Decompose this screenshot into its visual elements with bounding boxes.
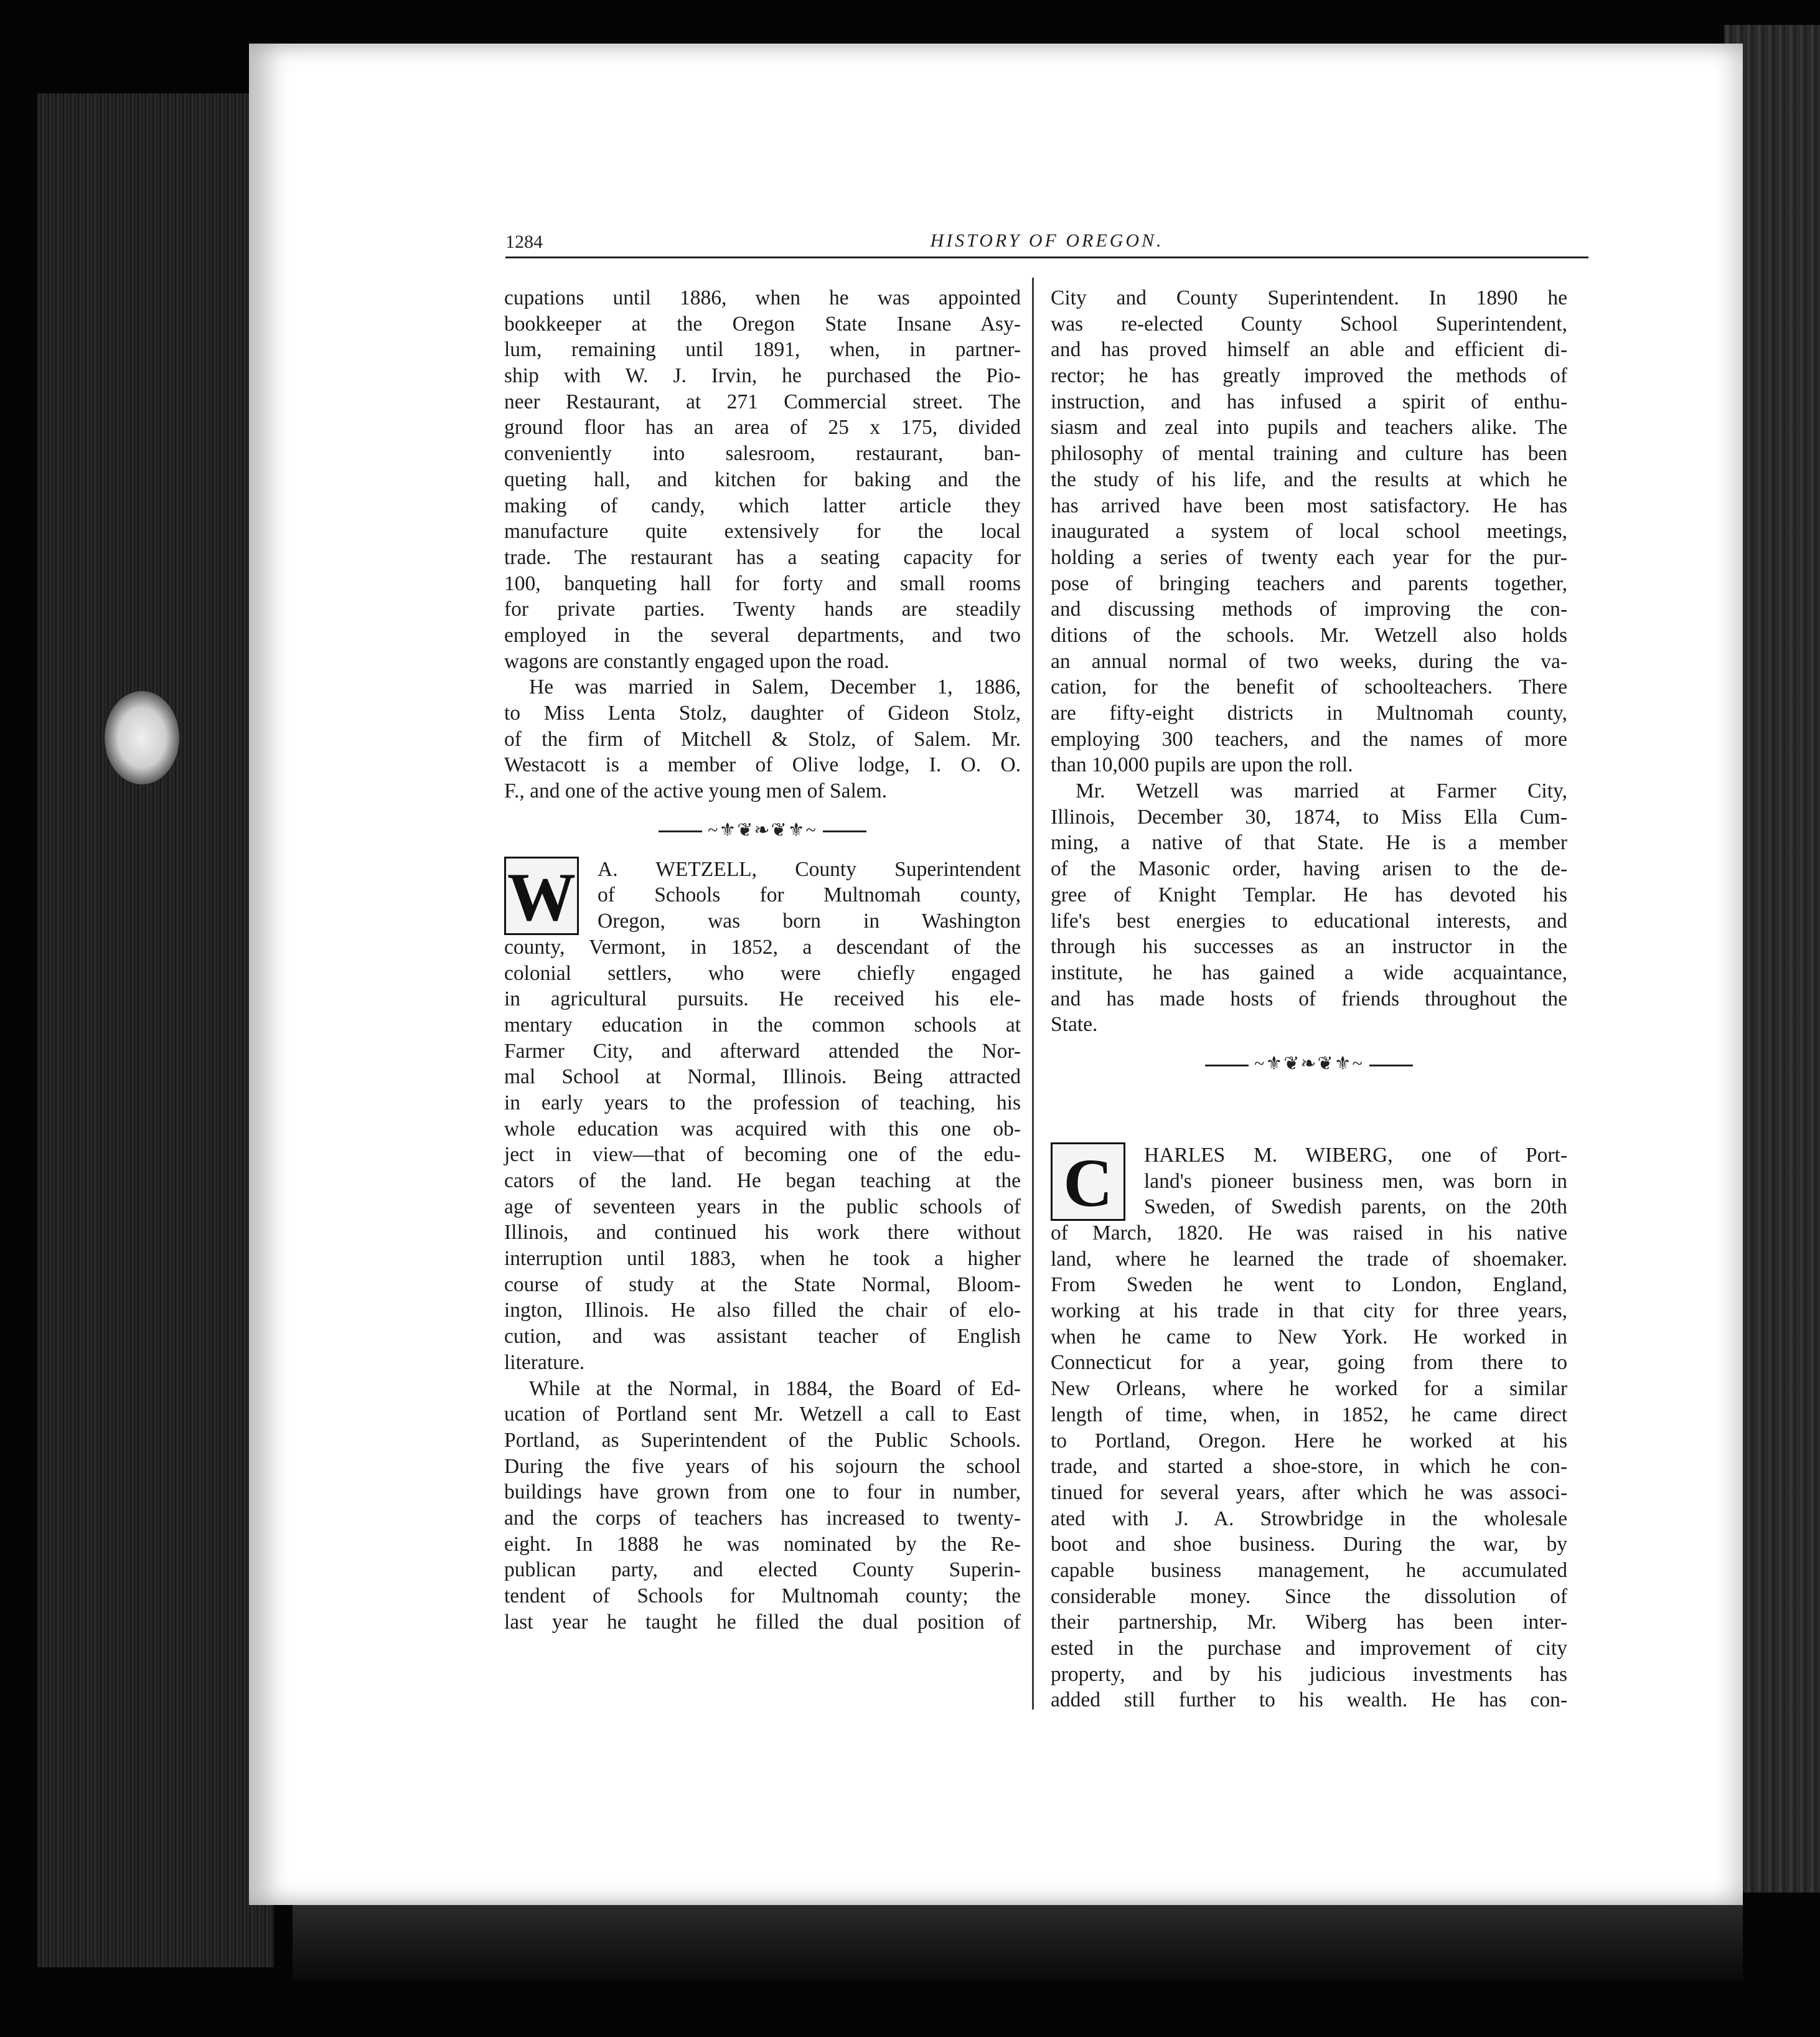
text-line: instruction, and has infused a spirit of enthu-	[1051, 390, 1567, 413]
text-line: City and County Superintendent. In 1890 he	[1051, 286, 1567, 309]
text-line: bookkeeper at the Oregon State Insane Asy-	[504, 312, 1021, 336]
text-line: their partnership, Mr. Wiberg has been inter-	[1051, 1611, 1567, 1634]
text-line: ject in view—that of becoming one of the edu-	[504, 1143, 1021, 1167]
text-line: 100, banqueting hall for forty and small rooms	[504, 572, 1021, 595]
text-line: Oregon, was born in Washington	[598, 910, 1021, 933]
text-line: of March, 1820. He was raised in his native	[1051, 1221, 1567, 1244]
text-line: cation, for the benefit of schoolteachers. There	[1051, 675, 1567, 699]
text-line: than 10,000 pupils are upon the roll.	[1051, 753, 1353, 777]
text-line: when he came to New York. He worked in	[1051, 1325, 1567, 1348]
text-line: ington, Illinois. He also filled the chair of elo-	[504, 1299, 1021, 1322]
text-line: philosophy of mental training and culture has been	[1051, 442, 1567, 466]
text-line: tinued for several years, after which he was associ-	[1051, 1480, 1567, 1504]
text-line: Portland, as Superintendent of the Public Schools.	[504, 1428, 1021, 1452]
text-line: to Portland, Oregon. Here he worked at his	[1051, 1429, 1567, 1452]
text-line: in early years to the profession of teaching, his	[504, 1091, 1021, 1114]
text-line: mentary education in the common schools at	[504, 1013, 1021, 1037]
text-line: trade. The restaurant has a seating capacity for	[504, 545, 1021, 569]
text-line: He was married in Salem, December 1, 1886,	[529, 675, 1021, 699]
wetzell-opening-lines	[504, 857, 1021, 934]
text-line: ucation of Portland sent Mr. Wetzell a call to East	[504, 1403, 1021, 1426]
text-line: ested in the purchase and improvement of city	[1051, 1637, 1567, 1660]
text-line: employing 300 teachers, and the names of more	[1051, 727, 1567, 751]
text-line: course of study at the State Normal, Bloom-	[504, 1273, 1021, 1296]
text-line: Illinois, December 30, 1874, to Miss Ella Cum-	[1051, 805, 1567, 829]
text-line: interruption until 1883, when he took a higher	[504, 1247, 1021, 1271]
text-line: State.	[1051, 1013, 1098, 1037]
right-column	[1051, 285, 1567, 1713]
text-line: last year he taught he filled the dual position of	[504, 1610, 1021, 1634]
text-line: F., and one of the active young men of Salem.	[504, 779, 888, 803]
text-line: neer Restaurant, at 271 Commercial street. The	[504, 390, 1021, 413]
text-line: and discussing methods of improving the con-	[1051, 598, 1567, 621]
ornament-rule-left	[659, 830, 702, 832]
text-line: making of candy, which latter article they	[504, 494, 1021, 517]
text-line: working at his trade in that city for three years,	[1051, 1299, 1567, 1323]
ornament-rule-left	[1205, 1065, 1249, 1066]
text-line: conveniently into salesroom, restaurant, ban-	[504, 442, 1021, 466]
book-page-edges	[37, 93, 274, 1967]
text-line: Mr. Wetzell was married at Farmer City,	[1076, 779, 1567, 803]
text-line: has arrived have been most satisfactory. He has	[1051, 494, 1567, 517]
text-line: manufacture quite extensively for the local	[504, 520, 1021, 543]
paper-stain	[105, 691, 179, 784]
text-line: of the Masonic order, having arisen to the de-	[1051, 857, 1567, 881]
text-line: pose of bringing teachers and parents together,	[1051, 572, 1567, 595]
text-line: Sweden, of Swedish parents, on the 20th	[1144, 1195, 1567, 1219]
wetzell-portland-paragraph	[504, 1376, 1021, 1635]
running-head	[505, 229, 1588, 258]
drop-cap-c: C	[1051, 1142, 1125, 1221]
text-line: cators of the land. He began teaching at the	[504, 1169, 1021, 1192]
text-line: mal School at Normal, Illinois. Being attracted	[504, 1065, 1021, 1089]
text-line: New Orleans, where he worked for a similar	[1051, 1377, 1567, 1401]
wetzell-marriage-paragraph	[1051, 778, 1567, 1038]
text-line: and has made hosts of friends throughout the	[1051, 987, 1567, 1010]
running-head-title: HISTORY OF OREGON.	[930, 230, 1164, 251]
text-line: From Sweden he went to London, England,	[1051, 1273, 1567, 1297]
page-bottom-shadow	[293, 1905, 1743, 1980]
text-line: Connecticut for a year, going from there to	[1051, 1351, 1567, 1375]
ornament-flourish: ~⚜❦❧❦⚜~	[1254, 1053, 1364, 1074]
text-line: rector; he has greatly improved the methods of	[1051, 364, 1567, 388]
text-line: siasm and zeal into pupils and teachers alike. The	[1051, 416, 1567, 440]
section-spacer	[1051, 1090, 1567, 1142]
wiberg-biography	[1051, 1142, 1567, 1713]
text-line: was re-elected County School Superintendent,	[1051, 312, 1567, 336]
text-line: Farmer City, and afterward attended the Nor-	[504, 1039, 1021, 1063]
text-line: land, where he learned the trade of shoemaker.	[1051, 1247, 1567, 1271]
text-line: for private parties. Twenty hands are steadily	[504, 598, 1021, 621]
section-ornament	[504, 804, 1021, 857]
text-line: and the corps of teachers has increased to twenty-	[504, 1506, 1021, 1530]
wetzell-biography	[504, 857, 1021, 1635]
ornament-flourish: ~⚜❦❧❦⚜~	[708, 819, 817, 840]
text-line: gree of Knight Templar. He has devoted his	[1051, 883, 1567, 906]
text-line: publican party, and elected County Superin-	[504, 1558, 1021, 1582]
text-line: in agricultural pursuits. He received his ele-	[504, 987, 1021, 1011]
text-line: ship with W. J. Irvin, he purchased the Pio-	[504, 364, 1021, 388]
text-line: the study of his life, and the results at which he	[1051, 468, 1567, 491]
text-line: county, Vermont, in 1852, a descendant of the	[504, 935, 1021, 959]
text-line: whole education was acquired with this one ob-	[504, 1117, 1021, 1141]
text-line: of the firm of Mitchell & Stolz, of Salem. Mr.	[504, 727, 1021, 751]
text-line: queting hall, and kitchen for baking and the	[504, 468, 1021, 491]
text-line: employed in the several departments, and two	[504, 623, 1021, 647]
text-line: trade, and started a shoe-store, in which he con-	[1051, 1455, 1567, 1479]
text-line: cupations until 1886, when he was appointed	[504, 286, 1021, 309]
text-line: holding a series of twenty each year for the pur-	[1051, 545, 1567, 569]
text-line: wagons are constantly engaged upon the road.	[504, 649, 889, 673]
text-line: of Schools for Multnomah county,	[598, 883, 1021, 907]
wiberg-paragraph	[1051, 1220, 1567, 1713]
column-divider	[1032, 278, 1034, 1710]
text-line: While at the Normal, in 1884, the Board of Ed-	[529, 1376, 1021, 1400]
text-line: buildings have grown from one to four in number,	[504, 1480, 1021, 1504]
text-line: considerable money. Since the dissolution of	[1051, 1584, 1567, 1608]
text-line: Westacott is a member of Olive lodge, I. O. O.	[504, 753, 1021, 777]
text-line: cution, and was assistant teacher of English	[504, 1325, 1021, 1348]
text-line: tendent of Schools for Multnomah county; the	[504, 1584, 1021, 1607]
text-line: colonial settlers, who were chiefly engaged	[504, 961, 1021, 985]
text-line: A. WETZELL, County Superintendent	[598, 857, 1021, 881]
text-line: boot and shoe business. During the war, by	[1051, 1533, 1567, 1556]
text-line: lum, remaining until 1891, when, in partner-	[504, 338, 1021, 362]
text-line: institute, he has gained a wide acquaintance,	[1051, 961, 1567, 984]
text-line: HARLES M. WIBERG, one of Port-	[1144, 1143, 1567, 1167]
text-line: to Miss Lenta Stolz, daughter of Gideon Stolz,	[504, 702, 1021, 725]
text-line: capable business management, he accumulated	[1051, 1558, 1567, 1582]
westacott-marriage-paragraph	[504, 674, 1021, 804]
text-line: and has proved himself an able and efficient di-	[1051, 338, 1567, 362]
text-line: Illinois, and continued his work there without	[504, 1221, 1021, 1244]
text-line: literature.	[504, 1350, 585, 1374]
text-line: ated with J. A. Strowbridge in the wholesale	[1051, 1507, 1567, 1530]
section-ornament	[1051, 1038, 1567, 1090]
ornament-rule-right	[1369, 1065, 1413, 1066]
wetzell-paragraph-continued	[1051, 285, 1567, 778]
text-line: ground floor has an area of 25 x 175, divided	[504, 416, 1021, 440]
text-line: During the five years of his sojourn the school	[504, 1454, 1021, 1478]
text-line: added still further to his wealth. He has con-	[1051, 1688, 1567, 1712]
wiberg-opening-lines	[1051, 1142, 1567, 1220]
drop-cap-w: W	[504, 857, 579, 935]
text-line: life's best energies to educational interests, and	[1051, 909, 1567, 933]
wetzell-paragraph	[504, 934, 1021, 1376]
text-line: through his successes as an instructor in the	[1051, 935, 1567, 959]
page-number: 1284	[505, 232, 543, 252]
westacott-paragraph-continued	[504, 285, 1021, 674]
text-line: length of time, when, in 1852, he came direct	[1051, 1403, 1567, 1426]
text-line: are fifty-eight districts in Multnomah county,	[1051, 702, 1567, 725]
ornament-rule-right	[823, 830, 866, 832]
text-line: eight. In 1888 he was nominated by the Re-	[504, 1532, 1021, 1556]
text-line: land's pioneer business men, was born in	[1144, 1169, 1567, 1193]
text-line: age of seventeen years in the public schools of	[504, 1195, 1021, 1218]
text-line: property, and by his judicious investments has	[1051, 1662, 1567, 1686]
text-line: an annual normal of two weeks, during the va-	[1051, 649, 1567, 673]
text-line: ditions of the schools. Mr. Wetzell also holds	[1051, 623, 1567, 647]
left-column	[504, 285, 1021, 1635]
text-line: ming, a native of that State. He is a member	[1051, 831, 1567, 855]
text-line: inaugurated a system of local school meetings,	[1051, 520, 1567, 543]
